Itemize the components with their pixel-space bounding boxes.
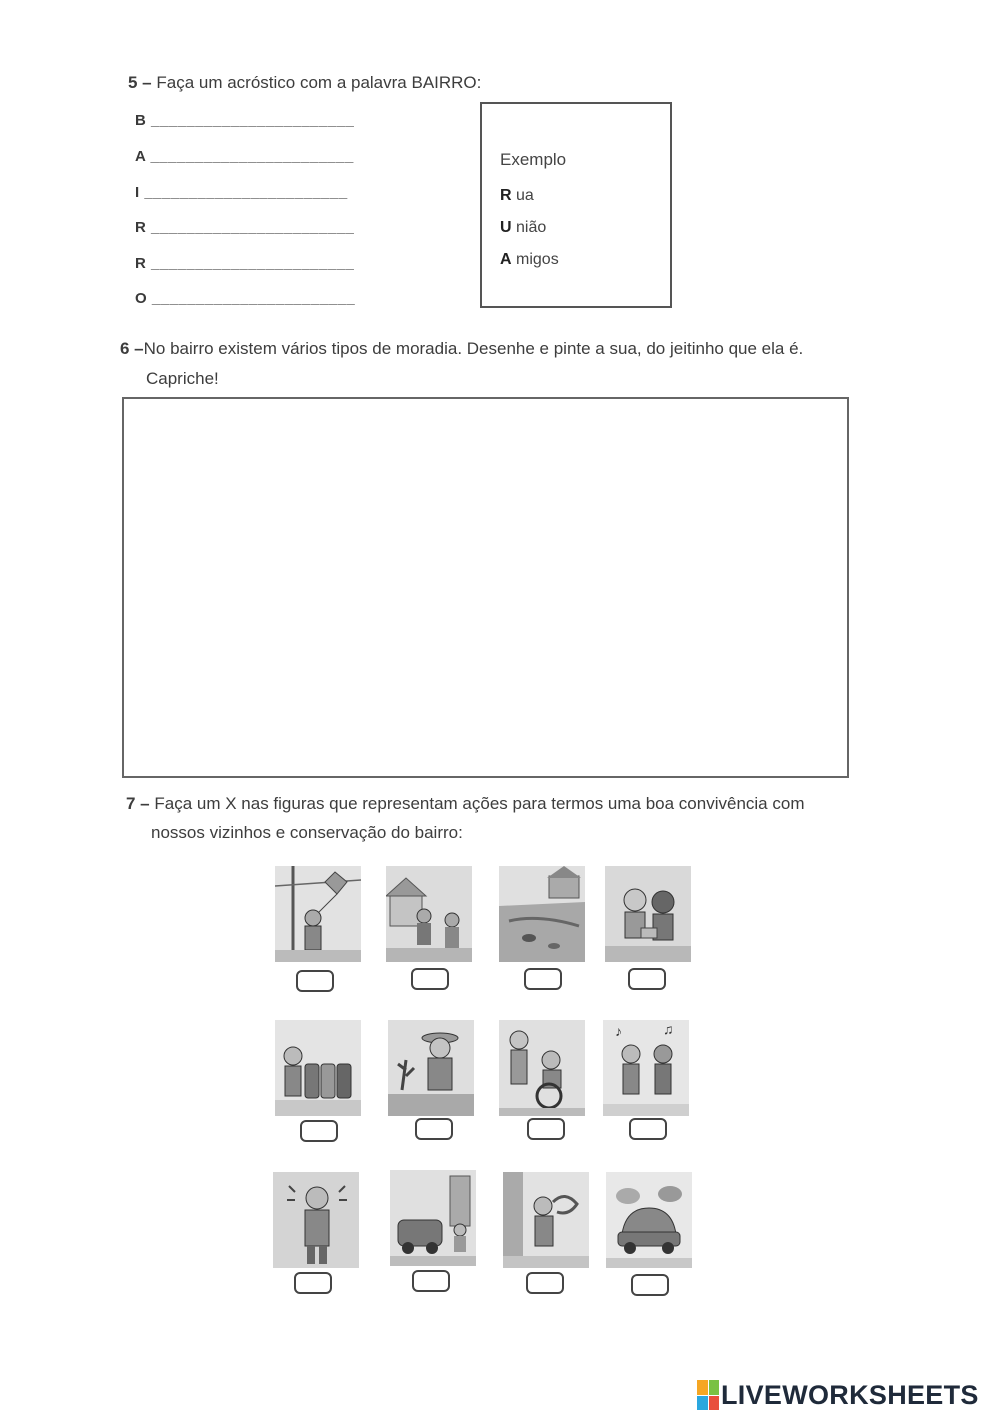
checkbox-5[interactable] (300, 1120, 338, 1142)
example-initial: U (500, 219, 512, 236)
example-initial: R (500, 187, 512, 204)
kite-near-power-lines-icon (275, 866, 361, 962)
person-planting-icon (388, 1020, 474, 1116)
acrostic-line-r2[interactable]: R _______________________ (135, 255, 355, 272)
q7-prompt (126, 789, 804, 819)
liveworksheets-logo (697, 1378, 979, 1412)
checkbox-1[interactable] (296, 970, 334, 992)
children-littering-street-icon (386, 866, 472, 962)
example-rest: migos (511, 251, 559, 268)
helping-wheelchair-icon (499, 1020, 585, 1116)
logo-square (697, 1396, 708, 1411)
checkbox-7[interactable] (527, 1118, 565, 1140)
logo-badge-icon (697, 1380, 719, 1410)
q6-prompt (120, 334, 803, 364)
svg-text:♫: ♫ (663, 1021, 674, 1037)
recycling-bins-icon (275, 1020, 361, 1116)
example-box (480, 102, 672, 308)
logo-square (697, 1380, 708, 1395)
acrostic-line-b[interactable]: B _______________________ (135, 112, 355, 129)
graffiti-on-wall-icon (503, 1172, 589, 1268)
checkbox-6[interactable] (415, 1118, 453, 1140)
checkbox-11[interactable] (526, 1272, 564, 1294)
logo-square (709, 1380, 720, 1395)
person-covering-ears-icon (273, 1172, 359, 1268)
checkbox-3[interactable] (524, 968, 562, 990)
drawing-area[interactable] (122, 397, 849, 778)
checkbox-9[interactable] (294, 1272, 332, 1294)
q5-text: Faça um acróstico com a palavra BAIRRO: (156, 73, 482, 92)
polluted-river-icon (499, 866, 585, 962)
checkbox-8[interactable] (629, 1118, 667, 1140)
q5-number: 5 – (128, 73, 152, 92)
q7-text: Faça um X nas figuras que representam ações para termos uma boa convivência com (154, 794, 805, 813)
acrostic-line-o[interactable]: O _______________________ (135, 290, 356, 307)
checkbox-2[interactable] (411, 968, 449, 990)
example-rest: ua (511, 187, 534, 204)
q5-prompt (128, 68, 481, 98)
example-title: Exemplo (500, 150, 567, 169)
acrostic-line-i[interactable]: I _______________________ (135, 184, 348, 201)
children-playing-together-icon (605, 866, 691, 962)
q6-number: 6 – (120, 339, 144, 358)
logo-text: LIVEWORKSHEETS (721, 1379, 979, 1410)
example-row-3 (500, 251, 559, 269)
car-stopping-crosswalk-icon (390, 1170, 476, 1266)
q7-prompt-line2: nossos vizinhos e conservação do bairro: (151, 823, 463, 842)
example-initial: A (500, 251, 512, 268)
checkbox-4[interactable] (628, 968, 666, 990)
example-row-2 (500, 219, 546, 237)
example-row-1 (500, 187, 534, 205)
loud-music-party-icon (603, 1020, 689, 1116)
logo-square (709, 1396, 720, 1411)
acrostic-line-a[interactable]: A _______________________ (135, 148, 354, 165)
q7-number: 7 – (126, 794, 150, 813)
acrostic-line-r1[interactable]: R _______________________ (135, 219, 355, 236)
q6-text: No bairro existem vários tipos de moradia. Desenhe e pinte a sua, do jeitinho que ela é. (143, 339, 804, 358)
example-rest: nião (511, 219, 547, 236)
q6-prompt-line2: Capriche! (146, 369, 219, 388)
checkbox-12[interactable] (631, 1274, 669, 1296)
svg-text:♪: ♪ (615, 1023, 622, 1039)
checkbox-10[interactable] (412, 1270, 450, 1292)
car-polluting-icon (606, 1172, 692, 1268)
